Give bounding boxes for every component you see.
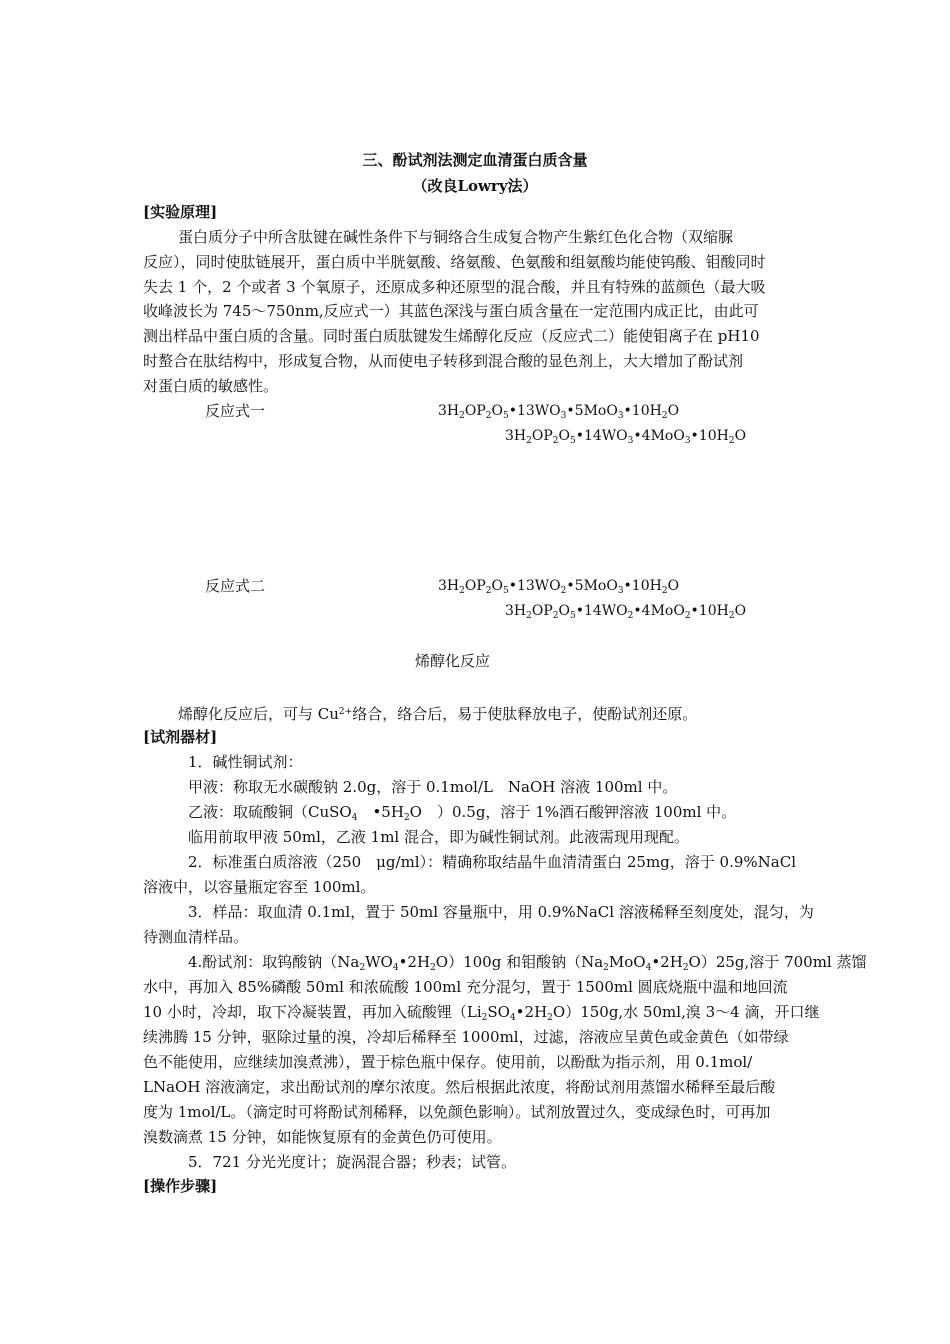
reaction-2-product-formula: $3H_2OP_2O_5•14WO_2•4MoO_2•10H_2O$ [505,603,747,621]
enolization-text: 烯醇化反应后，可与 $Cu^{2+}$络合，络合后，易于使肽释放电子，使酚试剂还原。 [178,705,698,723]
principle-line-6: 时螯合在肽结构中，形成复合物，从而使电子转移到混合酸的显色剂上，大大增加了酚试剂 [143,352,744,370]
page-title: 三、酚试剂法测定血清蛋白质含量 [362,151,588,169]
reagent-line-11: 10 小时，冷却，取下冷凝装置，再加入硫酸锂$(Li_2SO_4•2H_2O)150g$,水 50ml,溴 3～4 滴，开口继 [143,1003,820,1023]
reaction-2-reactant-formula: $3H_2OP_2O_5•13WO_2•5MoO_3•10H_2O$ [438,578,680,596]
reagent-line-17: 5．721 分光光度计；旋涡混合器；秒表；试管。 [188,1153,516,1171]
section-heading-reagents: [试剂器材] [143,728,218,746]
reagent-line-7: 3．样品：取血清 0.1ml，置于 50ml 容量瓶中，用 0.9%NaCl 溶液稀释至刻度处，混匀，为 [188,903,814,921]
reagent-line-6: 溶液中，以容量瓶定容至 100ml。 [143,878,376,896]
reagent-line-8: 待测血清样品。 [143,928,249,946]
reagent-line-3: 乙液：取硫酸铜（CuSO$_4$ $•5H_2O$ ）0.5g，溶于 1%酒石酸钾溶液 100ml 中。 [188,803,737,823]
reagent-line-15: 度为 1mol/L。（滴定时可将酚试剂稀释，以免颜色影响）。试剂放置过久，变成绿色时，可再加 [143,1103,771,1121]
section-heading-principle: [实验原理] [143,203,218,221]
principle-line-3: 失去 1 个，2 个或者 3 个氧原子，还原成多种还原型的混合酸，并且有特殊的蓝颜色（最大吸 [143,278,766,296]
reagent-line-1: 1．碱性铜试剂： [188,753,303,771]
reagent-line-13: 色不能使用，应继续加溴煮沸），置于棕色瓶中保存。使用前，以酚酞为指示剂，用 0.1mol/ [143,1053,753,1071]
principle-line-1: 蛋白质分子中所含肽键在碱性条件下与铜络合生成复合物产生紫红色化合物（双缩脲 [178,228,734,246]
principle-line-2: 反应），同时使肽链展开，蛋白质中半胱氨酸、络氨酸、色氨酸和组氨酸均能使钨酸、钼酸同时 [143,253,766,271]
principle-line-5: 测出样品中蛋白质的含量。同时蛋白质肽键发生烯醇化反应（反应式二）能使钼离子在 pH10 [143,327,760,345]
reaction-1-reactant-formula: $3H_2OP_2O_5•13WO_3•5MoO_3•10H_2O$ [438,403,680,421]
principle-line-4: 收峰波长为 745～750nm,反应式一）其蓝色深浅与蛋白质含量在一定范围内成正比，由此可 [143,302,759,320]
page-subtitle: （改良Lowry法） [412,177,538,195]
reaction-2-label: 反应式二 [205,577,266,595]
principle-line-7: 对蛋白质的敏感性。 [143,377,279,395]
reagent-line-12: 续沸腾 15 分钟，驱除过量的溴，冷却后稀释至 1000ml，过滤，溶液应呈黄色或金黄色（如带绿 [143,1028,789,1046]
reagent-line-9: 4.酚试剂：取钨酸钠$(Na_2WO_4•2H_2O)100g$ 和钼酸钠$(Na_2MoO_4•2H_2O)25g$,溶于 700ml 蒸馏 [188,953,867,973]
reagent-line-2: 甲液：称取无水碳酸钠 2.0g，溶于 0.1mol/L NaOH 溶液 100ml 中。 [188,778,678,796]
section-heading-procedure: [操作步骤] [143,1177,218,1195]
enolization-caption: 烯醇化反应 [415,652,491,670]
reagent-line-14: LNaOH 溶液滴定，求出酚试剂的摩尔浓度。然后根据此浓度，将酚试剂用蒸馏水稀释至最后酸 [143,1078,776,1096]
reaction-1-product-formula: $3H_2OP_2O_5•14WO_3•4MoO_3•10H_2O$ [505,428,747,446]
reagent-line-16: 溴数滴煮 15 分钟，如能恢复原有的金黄色仍可使用。 [143,1128,502,1146]
reagent-line-5: 2．标准蛋白质溶液（250 μg/ml）：精确称取结晶牛血清清蛋白 25mg，溶于 0.9%NaCl [188,853,797,871]
reagent-line-4: 临用前取甲液 50ml，乙液 1ml 混合，即为碱性铜试剂。此液需现用现配。 [188,828,689,846]
reagent-line-10: 水中，再加入 85%磷酸 50ml 和浓硫酸 100ml 充分混匀，置于 1500ml 圆底烧瓶中温和地回流 [143,978,788,996]
reaction-1-label: 反应式一 [205,402,266,420]
